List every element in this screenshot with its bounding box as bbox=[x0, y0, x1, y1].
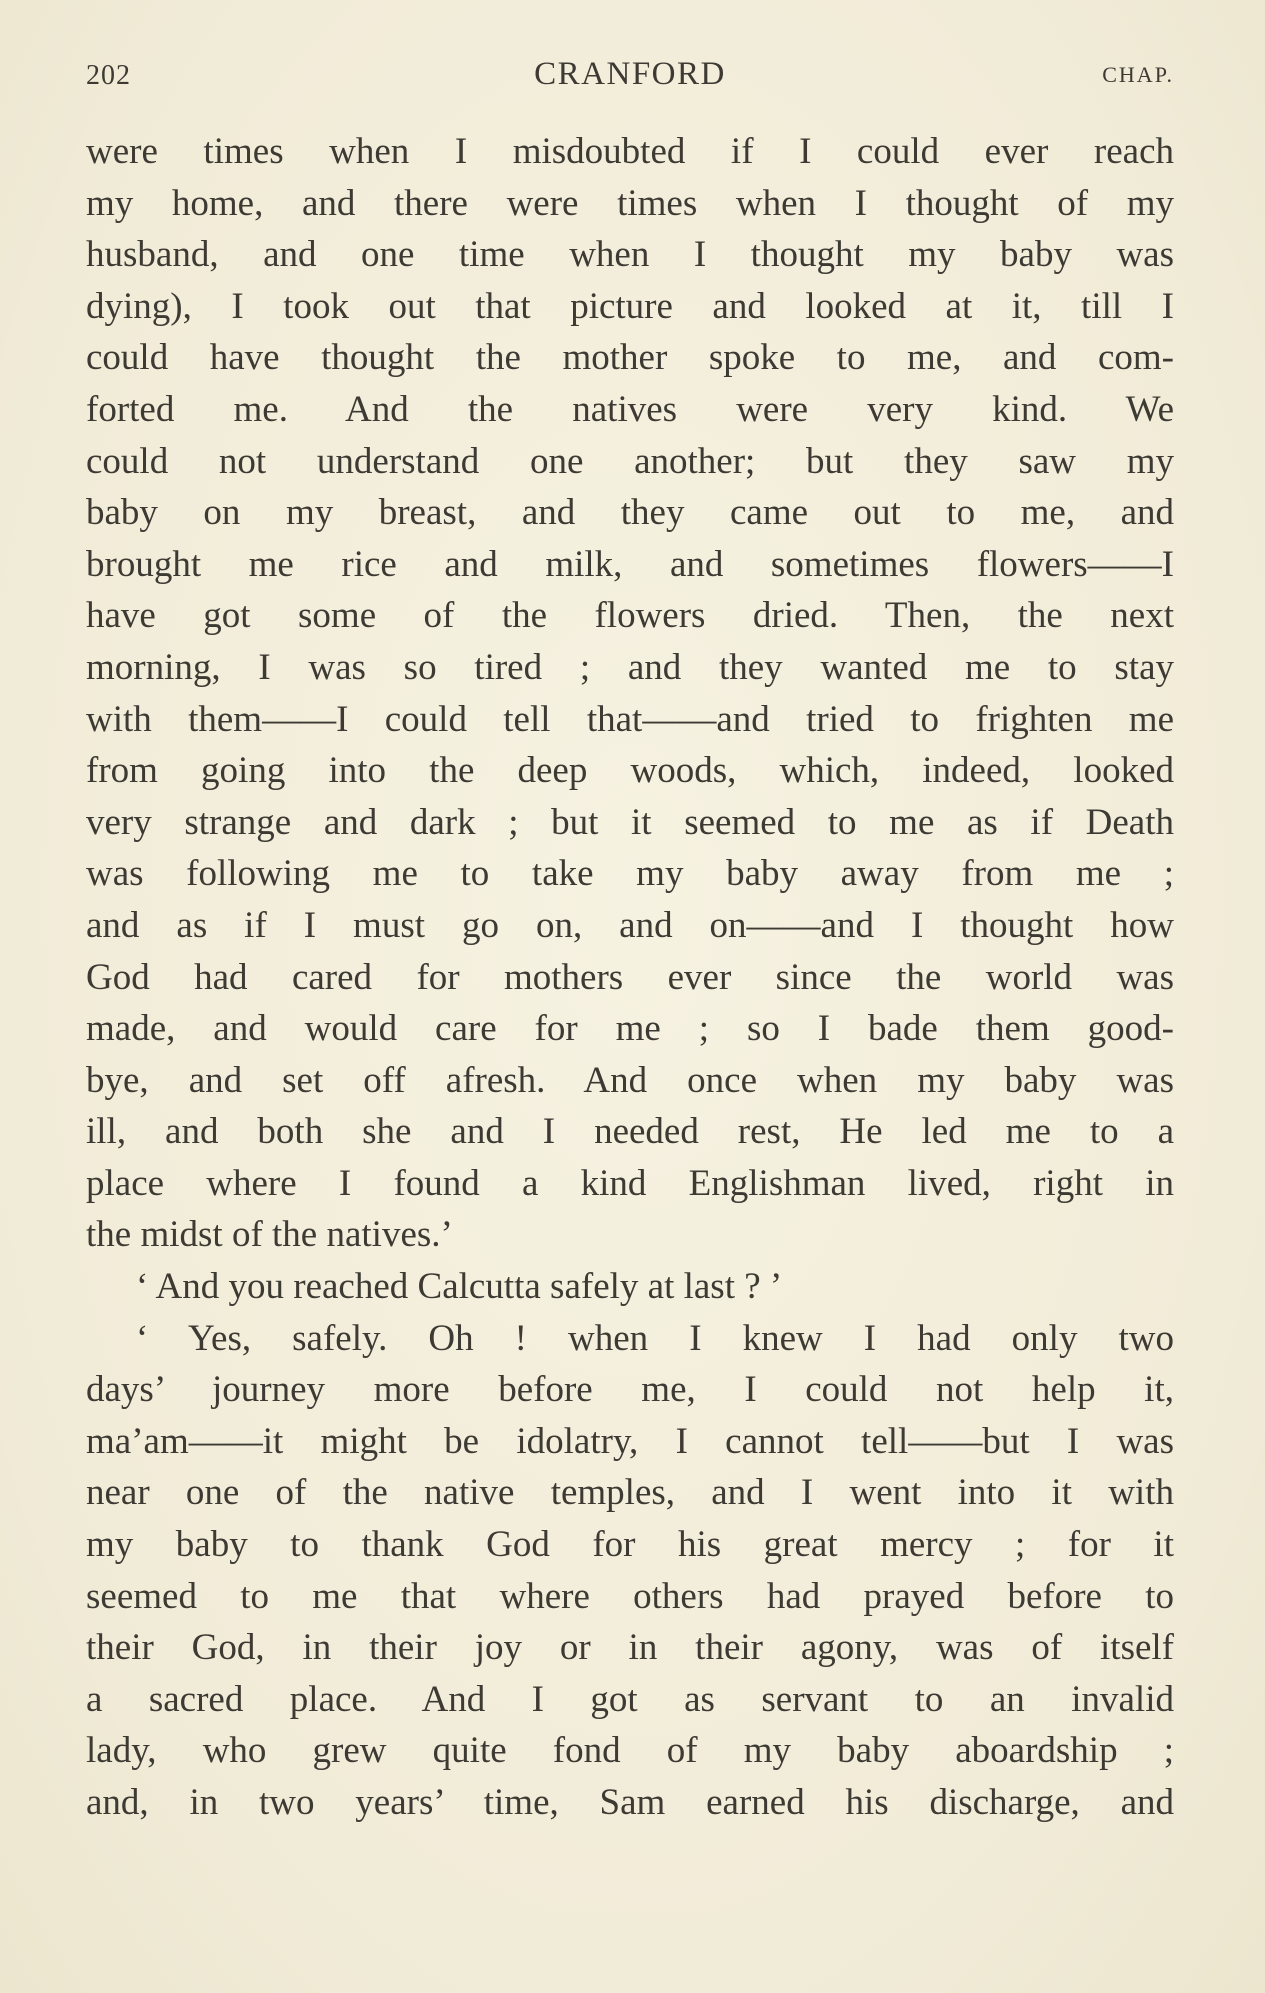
text-line: husband, and one time when I thought my baby was bbox=[86, 234, 1174, 276]
text-line: from going into the deep woods, which, indeed, looked bbox=[86, 750, 1174, 792]
running-head bbox=[86, 56, 1174, 96]
chapter-label: CHAP. bbox=[1102, 62, 1174, 87]
text-line: and as if I must go on, and on——and I thought how bbox=[86, 904, 1174, 946]
text-line: place where I found a kind Englishman lived, right in bbox=[86, 1162, 1174, 1204]
text-line: days’ journey more before me, I could not help it, bbox=[86, 1369, 1174, 1411]
text-line: morning, I was so tired ; and they wanted me to stay bbox=[86, 646, 1174, 688]
text-line: lady, who grew quite fond of my baby aboardship ; bbox=[86, 1730, 1174, 1772]
text-line: brought me rice and milk, and sometimes flowers——I bbox=[86, 543, 1174, 585]
text-line: forted me. And the natives were very kind. We bbox=[86, 388, 1174, 430]
text-line: God had cared for mothers ever since the world was bbox=[86, 956, 1174, 998]
text-line: ill, and both she and I needed rest, He led me to a bbox=[86, 1111, 1174, 1153]
text-line: was following me to take my baby away from me ; bbox=[86, 853, 1174, 895]
text-line: seemed to me that where others had prayed before to bbox=[86, 1575, 1174, 1617]
text-line: ‘ Yes, safely. Oh ! when I knew I had only two bbox=[136, 1317, 1174, 1359]
text-line: dying), I took out that picture and looked at it, till I bbox=[86, 285, 1174, 327]
text-line: my baby to thank God for his great mercy ; for it bbox=[86, 1524, 1174, 1566]
text-line: ma’am——it might be idolatry, I cannot tell——but I was bbox=[86, 1420, 1174, 1462]
text-line: with them——I could tell that——and tried to frighten me bbox=[86, 698, 1174, 740]
text-line: near one of the native temples, and I went into it with bbox=[86, 1472, 1174, 1514]
text-line: their God, in their joy or in their agony, was of itself bbox=[86, 1627, 1174, 1669]
text-line: my home, and there were times when I thought of my bbox=[86, 182, 1174, 224]
text-line: could have thought the mother spoke to me, and com- bbox=[86, 337, 1174, 379]
text-line: a sacred place. And I got as servant to an invalid bbox=[86, 1678, 1174, 1720]
text-line: baby on my breast, and they came out to me, and bbox=[86, 492, 1174, 534]
text-line: could not understand one another; but they saw my bbox=[86, 440, 1174, 482]
book-title: CRANFORD bbox=[534, 56, 726, 92]
text-line: very strange and dark ; but it seemed to me as if Death bbox=[86, 801, 1174, 843]
text-line: have got some of the flowers dried. Then, the next bbox=[86, 595, 1174, 637]
text-line: ‘ And you reached Calcutta safely at last ? ’ bbox=[136, 1266, 783, 1308]
text-line: bye, and set off afresh. And once when my baby was bbox=[86, 1059, 1174, 1101]
body-text bbox=[86, 126, 1174, 1829]
text-line: made, and would care for me ; so I bade them good- bbox=[86, 1008, 1174, 1050]
text-line: the midst of the natives.’ bbox=[86, 1214, 453, 1256]
text-line: and, in two years’ time, Sam earned his discharge, and bbox=[86, 1782, 1174, 1823]
text-line: were times when I misdoubted if I could ever reach bbox=[86, 131, 1174, 172]
page-number: 202 bbox=[86, 60, 131, 91]
